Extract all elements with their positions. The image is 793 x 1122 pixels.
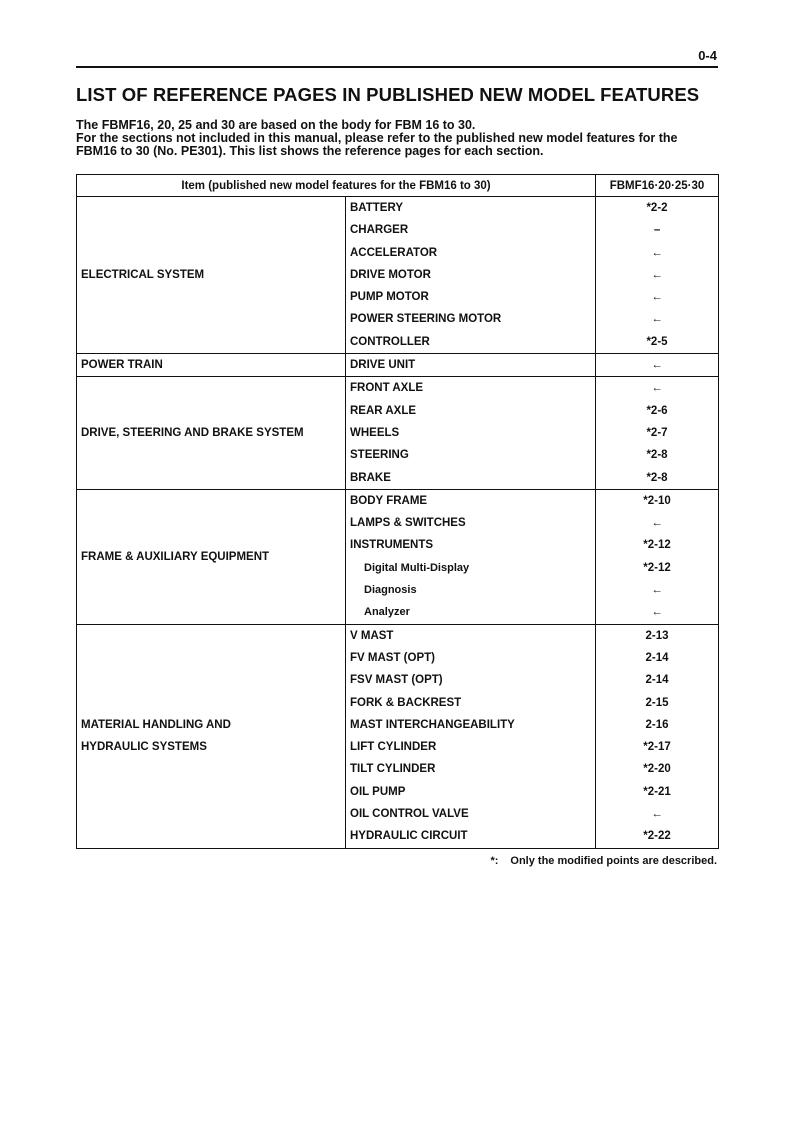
page-number: 0-4 — [698, 48, 717, 63]
item-label: OIL PUMP — [350, 785, 406, 798]
section-name-line: HYDRAULIC SYSTEMS — [81, 741, 207, 754]
item-label: OIL CONTROL VALVE — [350, 808, 469, 821]
item-label: REAR AXLE — [350, 404, 417, 417]
item-page: ← — [651, 359, 663, 372]
item-label: FSV MAST (OPT) — [350, 674, 443, 687]
item-label: WHEELS — [350, 426, 400, 439]
item-label: V MAST — [350, 629, 394, 642]
item-page: ← — [651, 291, 663, 304]
section-pages — [596, 354, 719, 377]
item-page: *2-5 — [646, 335, 668, 348]
reference-table — [76, 174, 719, 849]
item-page: *2-10 — [643, 494, 671, 507]
item-page: ← — [651, 606, 663, 619]
item-page: *2-22 — [643, 830, 671, 843]
item-label: CHARGER — [350, 224, 409, 237]
section-name: POWER TRAIN — [77, 354, 346, 377]
section-pages — [596, 624, 719, 848]
item-page: ← — [651, 313, 663, 326]
intro-line: For the sections not included in this manual, please refer to the published new model features for the — [76, 131, 678, 145]
item-label: LIFT CYLINDER — [350, 741, 437, 754]
item-page: *2-8 — [646, 471, 668, 484]
item-page: *2-12 — [643, 539, 671, 552]
item-label: ACCELERATOR — [350, 246, 438, 259]
header-item-cell: Item (published new model features for the FBM16 to 30) — [77, 175, 596, 197]
item-page: *2-6 — [646, 404, 668, 417]
item-label: HYDRAULIC CIRCUIT — [350, 830, 468, 843]
item-label: FV MAST (OPT) — [350, 651, 435, 664]
page-title: LIST OF REFERENCE PAGES IN PUBLISHED NEW MODEL FEATURES — [76, 84, 700, 105]
item-label: INSTRUMENTS — [350, 539, 434, 552]
item-page: ← — [651, 246, 663, 259]
section-items — [346, 354, 596, 377]
item-label: Analyzer — [364, 606, 410, 619]
section-items — [346, 377, 596, 489]
item-label: FRONT AXLE — [350, 382, 424, 395]
item-label: BODY FRAME — [350, 494, 428, 507]
item-label: BATTERY — [350, 202, 404, 214]
item-page: 2-15 — [645, 696, 669, 709]
table-header-row — [77, 175, 719, 197]
section-name: ELECTRICAL SYSTEM — [77, 197, 346, 354]
item-page: *2-17 — [643, 741, 671, 754]
section-items — [346, 489, 596, 624]
item-page: ← — [651, 517, 663, 530]
item-label: DRIVE UNIT — [350, 359, 416, 372]
item-label: POWER STEERING MOTOR — [350, 313, 502, 326]
footnote-symbol: *: — [490, 855, 499, 867]
item-label: TILT CYLINDER — [350, 763, 436, 776]
section-row — [77, 354, 719, 377]
item-page: 2-16 — [645, 718, 669, 731]
intro-line: FBM16 to 30 (No. PE301). This list shows the reference pages for each section. — [76, 144, 544, 158]
footnote-text: Only the modified points are described. — [510, 855, 717, 867]
item-page: 2-14 — [645, 651, 669, 664]
item-page: ← — [651, 584, 663, 597]
item-page: *2-12 — [643, 561, 671, 574]
section-pages — [596, 489, 719, 624]
header-rule — [76, 66, 718, 68]
section-row — [77, 624, 719, 848]
intro-line: The FBMF16, 20, 25 and 30 are based on the body for FBM 16 to 30. — [76, 118, 476, 132]
section-items — [346, 197, 596, 354]
item-label: CONTROLLER — [350, 335, 430, 348]
section-name — [77, 624, 346, 848]
item-page: *2-8 — [646, 449, 668, 462]
item-label: FORK & BACKREST — [350, 696, 462, 709]
item-label: Digital Multi-Display — [364, 561, 470, 574]
item-page: *2-2 — [646, 202, 668, 214]
section-row — [77, 197, 719, 354]
item-label: STEERING — [350, 449, 409, 462]
item-page: *2-21 — [643, 785, 671, 798]
section-row — [77, 377, 719, 489]
footnote — [490, 855, 717, 867]
item-label: MAST INTERCHANGEABILITY — [350, 718, 515, 731]
section-pages — [596, 197, 719, 354]
item-page: *2-7 — [646, 426, 668, 439]
item-page: – — [653, 224, 661, 237]
section-name: FRAME & AUXILIARY EQUIPMENT — [77, 489, 346, 624]
section-name-line: MATERIAL HANDLING AND — [81, 719, 231, 732]
item-page: *2-20 — [643, 763, 671, 776]
section-pages — [596, 377, 719, 489]
item-page: ← — [651, 808, 663, 821]
section-name: DRIVE, STEERING AND BRAKE SYSTEM — [77, 377, 346, 489]
section-items — [346, 624, 596, 848]
item-label: LAMPS & SWITCHES — [350, 517, 466, 530]
item-page: 2-14 — [645, 674, 669, 687]
header-model-cell: FBMF16·20·25·30 — [596, 175, 719, 197]
item-label: BRAKE — [350, 471, 391, 484]
item-label: PUMP MOTOR — [350, 291, 429, 304]
item-label: Diagnosis — [364, 584, 417, 597]
item-page: ← — [651, 382, 663, 395]
item-label: DRIVE MOTOR — [350, 268, 431, 281]
intro-paragraph — [76, 119, 736, 158]
item-page: ← — [651, 268, 663, 281]
item-page: 2-13 — [645, 629, 669, 642]
section-row — [77, 489, 719, 624]
